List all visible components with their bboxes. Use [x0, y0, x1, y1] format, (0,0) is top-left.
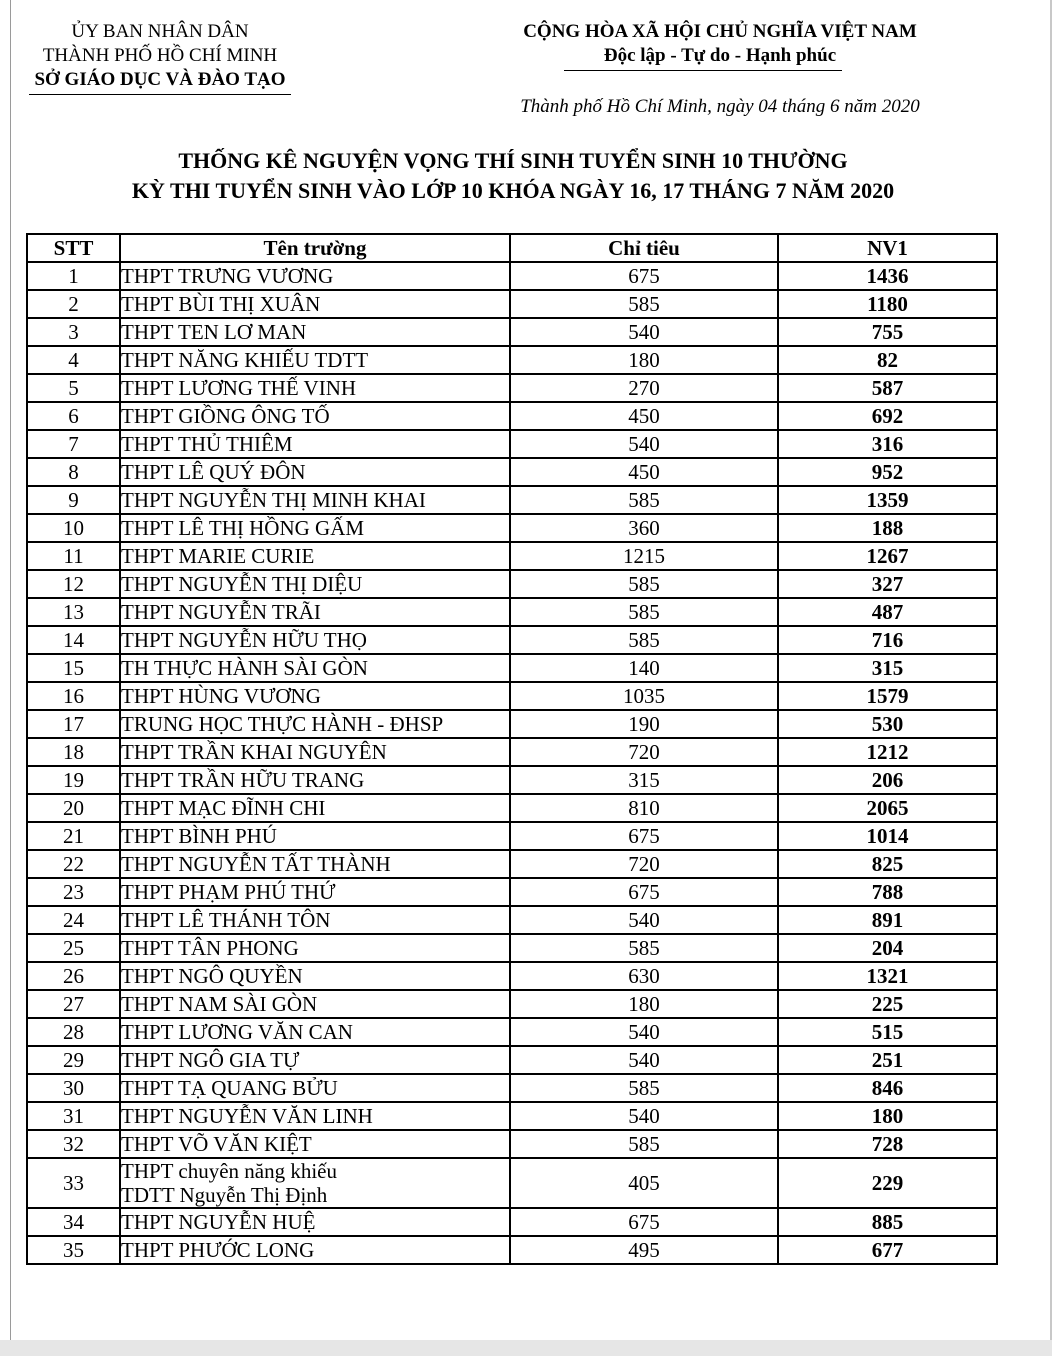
cell-quota: 585 — [510, 290, 778, 318]
cell-school-name — [120, 1158, 510, 1208]
table-row — [27, 1018, 997, 1046]
cell-quota: 585 — [510, 598, 778, 626]
cell-nv1: 1014 — [778, 822, 997, 850]
cell-stt: 1 — [27, 262, 120, 290]
cell-school-name: THPT NGUYỄN VĂN LINH — [120, 1102, 510, 1130]
cell-school-name: THPT BÌNH PHÚ — [120, 822, 510, 850]
cell-stt: 13 — [27, 598, 120, 626]
cell-nv1: 515 — [778, 1018, 997, 1046]
cell-quota: 585 — [510, 1130, 778, 1158]
cell-quota: 675 — [510, 878, 778, 906]
table-row — [27, 514, 997, 542]
cell-quota: 405 — [510, 1158, 778, 1208]
cell-quota: 190 — [510, 710, 778, 738]
cell-school-name: THPT NGUYỄN HỮU THỌ — [120, 626, 510, 654]
national-header — [500, 20, 940, 71]
cell-school-name: THPT TRƯNG VƯƠNG — [120, 262, 510, 290]
cell-school-name: THPT MẠC ĐĨNH CHI — [120, 794, 510, 822]
cell-stt: 19 — [27, 766, 120, 794]
cell-stt: 3 — [27, 318, 120, 346]
cell-stt: 34 — [27, 1208, 120, 1236]
table-row — [27, 346, 997, 374]
cell-school-name: TRUNG HỌC THỰC HÀNH - ĐHSP — [120, 710, 510, 738]
cell-nv1: 1267 — [778, 542, 997, 570]
cell-nv1: 692 — [778, 402, 997, 430]
place-date-line: Thành phố Hồ Chí Minh, ngày 04 tháng 6 năm 2020 — [520, 96, 920, 117]
issuer-underline — [29, 94, 291, 95]
cell-quota: 450 — [510, 458, 778, 486]
cell-stt: 32 — [27, 1130, 120, 1158]
table-row — [27, 542, 997, 570]
cell-nv1: 204 — [778, 934, 997, 962]
cell-nv1: 2065 — [778, 794, 997, 822]
cell-quota: 675 — [510, 1208, 778, 1236]
cell-quota: 270 — [510, 374, 778, 402]
table-row — [27, 1158, 997, 1208]
cell-stt: 20 — [27, 794, 120, 822]
table-row — [27, 794, 997, 822]
cell-nv1: 825 — [778, 850, 997, 878]
cell-quota: 540 — [510, 430, 778, 458]
cell-school-name: THPT TẠ QUANG BỬU — [120, 1074, 510, 1102]
cell-school-name: THPT PHẠM PHÚ THỨ — [120, 878, 510, 906]
table-row — [27, 1074, 997, 1102]
cell-quota: 720 — [510, 850, 778, 878]
cell-school-name: THPT GIỒNG ÔNG TỐ — [120, 402, 510, 430]
cell-nv1: 1212 — [778, 738, 997, 766]
cell-quota: 140 — [510, 654, 778, 682]
table-row — [27, 570, 997, 598]
cell-stt: 6 — [27, 402, 120, 430]
table-row — [27, 458, 997, 486]
table-body — [27, 262, 997, 1264]
table-row — [27, 1208, 997, 1236]
cell-nv1: 229 — [778, 1158, 997, 1208]
school-name-line: THPT chuyên năng khiếu — [121, 1159, 337, 1183]
cell-school-name: THPT LƯƠNG VĂN CAN — [120, 1018, 510, 1046]
statistics-table — [26, 233, 998, 1265]
cell-quota: 180 — [510, 346, 778, 374]
table-row — [27, 934, 997, 962]
table-row — [27, 654, 997, 682]
table-row — [27, 766, 997, 794]
cell-quota: 540 — [510, 906, 778, 934]
cell-school-name: TH THỰC HÀNH SÀI GÒN — [120, 654, 510, 682]
cell-nv1: 315 — [778, 654, 997, 682]
cell-school-name: THPT LÊ QUÝ ĐÔN — [120, 458, 510, 486]
table-row — [27, 598, 997, 626]
issuer-line-2: THÀNH PHỐ HỒ CHÍ MINH — [42, 45, 278, 66]
cell-quota: 1035 — [510, 682, 778, 710]
cell-quota: 585 — [510, 934, 778, 962]
issuer-department: SỞ GIÁO DỤC VÀ ĐÀO TẠO — [34, 69, 286, 90]
cell-nv1: 206 — [778, 766, 997, 794]
cell-nv1: 251 — [778, 1046, 997, 1074]
cell-stt: 31 — [27, 1102, 120, 1130]
cell-nv1: 755 — [778, 318, 997, 346]
cell-stt: 4 — [27, 346, 120, 374]
cell-quota: 585 — [510, 486, 778, 514]
cell-nv1: 188 — [778, 514, 997, 542]
cell-quota: 540 — [510, 1102, 778, 1130]
cell-school-name: THPT NGUYỄN TRÃI — [120, 598, 510, 626]
cell-quota: 630 — [510, 962, 778, 990]
cell-stt: 8 — [27, 458, 120, 486]
cell-stt: 11 — [27, 542, 120, 570]
cell-nv1: 530 — [778, 710, 997, 738]
cell-stt: 35 — [27, 1236, 120, 1264]
cell-stt: 28 — [27, 1018, 120, 1046]
cell-quota: 315 — [510, 766, 778, 794]
table-row — [27, 850, 997, 878]
document-subtitle: KỲ THI TUYỂN SINH VÀO LỚP 10 KHÓA NGÀY 16, 17 THÁNG 7 NĂM 2020 — [131, 178, 895, 203]
cell-stt: 16 — [27, 682, 120, 710]
table-row — [27, 822, 997, 850]
col-header-quota: Chỉ tiêu — [510, 234, 778, 262]
cell-stt: 18 — [27, 738, 120, 766]
table-row — [27, 374, 997, 402]
cell-nv1: 728 — [778, 1130, 997, 1158]
table-row — [27, 738, 997, 766]
cell-nv1: 1436 — [778, 262, 997, 290]
cell-school-name: THPT NĂNG KHIẾU TDTT — [120, 346, 510, 374]
cell-stt: 10 — [27, 514, 120, 542]
cell-nv1: 225 — [778, 990, 997, 1018]
cell-quota: 810 — [510, 794, 778, 822]
table-row — [27, 710, 997, 738]
table-row — [27, 290, 997, 318]
cell-school-name: THPT LƯƠNG THẾ VINH — [120, 374, 510, 402]
cell-school-name: THPT NGUYỄN THỊ MINH KHAI — [120, 486, 510, 514]
cell-school-name: THPT LÊ THỊ HỒNG GẤM — [120, 514, 510, 542]
issuer-line-1: ỦY BAN NHÂN DÂN — [71, 21, 249, 42]
table-row — [27, 1130, 997, 1158]
col-header-nv1: NV1 — [778, 234, 997, 262]
cell-school-name: THPT HÙNG VƯƠNG — [120, 682, 510, 710]
republic-name: CỘNG HÒA XÃ HỘI CHỦ NGHĨA VIỆT NAM — [523, 21, 917, 42]
cell-school-name: THPT LÊ THÁNH TÔN — [120, 906, 510, 934]
table-row — [27, 430, 997, 458]
table-row — [27, 682, 997, 710]
cell-quota: 585 — [510, 570, 778, 598]
cell-stt: 30 — [27, 1074, 120, 1102]
cell-stt: 33 — [27, 1158, 120, 1208]
cell-quota: 540 — [510, 318, 778, 346]
cell-nv1: 316 — [778, 430, 997, 458]
cell-stt: 24 — [27, 906, 120, 934]
document-title: THỐNG KÊ NGUYỆN VỌNG THÍ SINH TUYỂN SINH 10 THƯỜNG — [178, 148, 848, 173]
cell-stt: 5 — [27, 374, 120, 402]
national-motto: Độc lập - Tự do - Hạnh phúc — [603, 45, 837, 66]
cell-quota: 540 — [510, 1018, 778, 1046]
cell-nv1: 788 — [778, 878, 997, 906]
cell-nv1: 1359 — [778, 486, 997, 514]
cell-nv1: 677 — [778, 1236, 997, 1264]
cell-stt: 15 — [27, 654, 120, 682]
cell-stt: 26 — [27, 962, 120, 990]
cell-school-name: THPT VÕ VĂN KIỆT — [120, 1130, 510, 1158]
cell-quota: 585 — [510, 1074, 778, 1102]
cell-school-name: THPT TRẦN KHAI NGUYÊN — [120, 738, 510, 766]
cell-quota: 720 — [510, 738, 778, 766]
cell-stt: 25 — [27, 934, 120, 962]
cell-school-name: THPT BÙI THỊ XUÂN — [120, 290, 510, 318]
cell-school-name: THPT NGUYỄN TẤT THÀNH — [120, 850, 510, 878]
table-row — [27, 626, 997, 654]
cell-nv1: 846 — [778, 1074, 997, 1102]
cell-stt: 17 — [27, 710, 120, 738]
cell-school-name: THPT NAM SÀI GÒN — [120, 990, 510, 1018]
cell-quota: 585 — [510, 626, 778, 654]
cell-nv1: 891 — [778, 906, 997, 934]
cell-stt: 14 — [27, 626, 120, 654]
table-row — [27, 1236, 997, 1264]
cell-school-name: THPT TEN LƠ MAN — [120, 318, 510, 346]
cell-nv1: 716 — [778, 626, 997, 654]
table-header-row — [27, 234, 997, 262]
cell-nv1: 1321 — [778, 962, 997, 990]
cell-nv1: 487 — [778, 598, 997, 626]
cell-nv1: 587 — [778, 374, 997, 402]
cell-school-name: THPT NGÔ GIA TỰ — [120, 1046, 510, 1074]
cell-school-name: THPT NGUYỄN THỊ DIỆU — [120, 570, 510, 598]
cell-stt: 22 — [27, 850, 120, 878]
table-row — [27, 990, 997, 1018]
table-row — [27, 318, 997, 346]
page-bottom-edge — [0, 1340, 1052, 1356]
cell-nv1: 885 — [778, 1208, 997, 1236]
school-name-line: TDTT Nguyễn Thị Định — [121, 1183, 328, 1207]
table-row — [27, 262, 997, 290]
cell-school-name: THPT TÂN PHONG — [120, 934, 510, 962]
cell-school-name: THPT THỦ THIÊM — [120, 430, 510, 458]
cell-stt: 2 — [27, 290, 120, 318]
cell-nv1: 1180 — [778, 290, 997, 318]
cell-quota: 180 — [510, 990, 778, 1018]
table-row — [27, 1046, 997, 1074]
issuer-header — [20, 20, 300, 95]
cell-quota: 675 — [510, 822, 778, 850]
cell-stt: 21 — [27, 822, 120, 850]
cell-quota: 540 — [510, 1046, 778, 1074]
cell-school-name: THPT TRẦN HỮU TRANG — [120, 766, 510, 794]
cell-stt: 9 — [27, 486, 120, 514]
col-header-stt: STT — [27, 234, 120, 262]
cell-nv1: 327 — [778, 570, 997, 598]
cell-stt: 7 — [27, 430, 120, 458]
cell-nv1: 82 — [778, 346, 997, 374]
cell-quota: 675 — [510, 262, 778, 290]
cell-school-name: THPT NGUYỄN HUỆ — [120, 1208, 510, 1236]
cell-stt: 27 — [27, 990, 120, 1018]
cell-stt: 29 — [27, 1046, 120, 1074]
cell-school-name: THPT PHƯỚC LONG — [120, 1236, 510, 1264]
cell-quota: 1215 — [510, 542, 778, 570]
cell-nv1: 952 — [778, 458, 997, 486]
cell-stt: 12 — [27, 570, 120, 598]
table-row — [27, 878, 997, 906]
table-row — [27, 1102, 997, 1130]
cell-school-name: THPT MARIE CURIE — [120, 542, 510, 570]
table-row — [27, 906, 997, 934]
cell-quota: 450 — [510, 402, 778, 430]
col-header-school: Tên trường — [120, 234, 510, 262]
table-row — [27, 486, 997, 514]
motto-underline — [564, 70, 842, 71]
cell-quota: 360 — [510, 514, 778, 542]
cell-quota: 495 — [510, 1236, 778, 1264]
table-row — [27, 402, 997, 430]
cell-stt: 23 — [27, 878, 120, 906]
table-row — [27, 962, 997, 990]
cell-nv1: 180 — [778, 1102, 997, 1130]
cell-school-name: THPT NGÔ QUYỀN — [120, 962, 510, 990]
cell-nv1: 1579 — [778, 682, 997, 710]
